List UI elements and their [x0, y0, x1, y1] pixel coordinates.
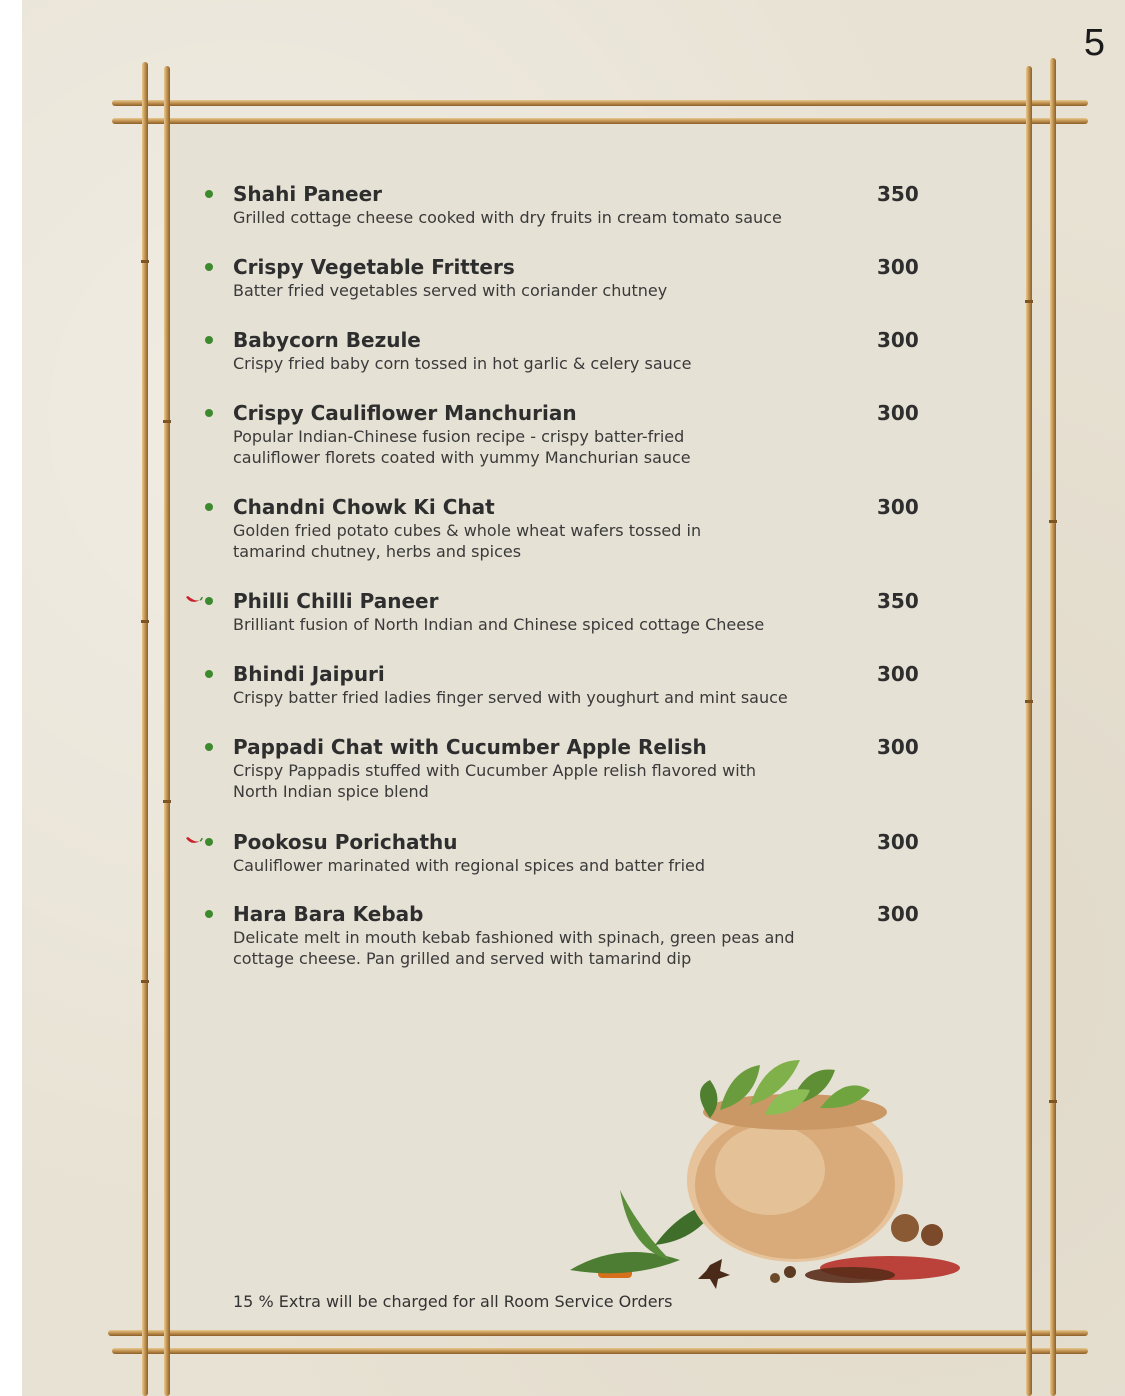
veg-dot-icon [205, 838, 213, 846]
veg-dot-icon [205, 336, 213, 344]
item-description: Grilled cottage cheese cooked with dry fruits in cream tomato sauce [233, 208, 782, 227]
item-name: Pappadi Chat with Cucumber Apple Relish [233, 735, 707, 759]
item-price: 300 [877, 662, 919, 686]
item-price: 300 [877, 735, 919, 759]
bamboo-left-2 [164, 66, 170, 1396]
item-description: Batter fried vegetables served with coriander chutney [233, 281, 668, 300]
menu-item [233, 661, 933, 708]
bamboo-top-1 [112, 100, 1088, 106]
item-name: Crispy Vegetable Fritters [233, 255, 515, 279]
veg-dot-icon [205, 503, 213, 511]
menu-item [233, 901, 933, 969]
item-description: Popular Indian-Chinese fusion recipe - crispy batter-fried cauliflower florets coated with yummy Manchurian sauce [233, 427, 691, 467]
left-margin [0, 0, 22, 1396]
item-description: Delicate melt in mouth kebab fashioned with spinach, green peas and cottage cheese. Pan grilled and served with tamarind dip [233, 928, 795, 968]
bamboo-node [1025, 300, 1033, 303]
bamboo-top-2 [112, 118, 1088, 124]
bamboo-right-1 [1026, 66, 1032, 1396]
menu-item [233, 588, 933, 635]
item-name: Hara Bara Kebab [233, 902, 424, 926]
item-price: 300 [877, 902, 919, 926]
veg-dot-icon [205, 910, 213, 918]
footer-note: 15 % Extra will be charged for all Room Service Orders [233, 1292, 673, 1311]
bamboo-node [141, 260, 149, 263]
page-number: 5 [1083, 22, 1105, 64]
bamboo-bottom-1 [108, 1330, 1088, 1336]
menu-item [233, 734, 933, 802]
item-description: Brilliant fusion of North Indian and Chinese spiced cottage Cheese [233, 615, 765, 634]
bamboo-node [1025, 700, 1033, 703]
item-name: Crispy Cauliflower Manchurian [233, 401, 577, 425]
bamboo-node [1049, 1100, 1057, 1103]
menu-item [233, 400, 933, 468]
bamboo-node [141, 980, 149, 983]
chilli-icon [185, 594, 203, 606]
item-price: 300 [877, 830, 919, 854]
item-description: Crispy batter fried ladies finger served with youghurt and mint sauce [233, 688, 788, 707]
bamboo-node [141, 620, 149, 623]
bamboo-node [163, 800, 171, 803]
veg-dot-icon [205, 670, 213, 678]
chilli-icon [185, 835, 203, 847]
item-description: Crispy Pappadis stuffed with Cucumber Apple relish flavored with North Indian spice blend [233, 761, 757, 801]
veg-dot-icon [205, 190, 213, 198]
item-description: Crispy fried baby corn tossed in hot garlic & celery sauce [233, 354, 692, 373]
item-description: Golden fried potato cubes & whole wheat wafers tossed in tamarind chutney, herbs and spices [233, 521, 702, 561]
item-name: Philli Chilli Paneer [233, 589, 439, 613]
bamboo-node [1049, 520, 1057, 523]
veg-dot-icon [205, 409, 213, 417]
bamboo-right-2 [1050, 58, 1056, 1396]
bamboo-node [163, 420, 171, 423]
item-price: 350 [877, 182, 919, 206]
item-name: Shahi Paneer [233, 182, 383, 206]
item-price: 300 [877, 495, 919, 519]
item-price: 300 [877, 401, 919, 425]
item-name: Chandni Chowk Ki Chat [233, 495, 495, 519]
item-price: 350 [877, 589, 919, 613]
bamboo-bottom-2 [112, 1348, 1088, 1354]
menu-item [233, 181, 933, 228]
menu-item [233, 254, 933, 301]
veg-dot-icon [205, 263, 213, 271]
menu-item [233, 829, 933, 876]
item-description: Cauliflower marinated with regional spices and batter fried [233, 856, 706, 875]
item-name: Pookosu Porichathu [233, 830, 458, 854]
menu-item [233, 327, 933, 374]
menu-item [233, 494, 933, 562]
herb-bowl-illustration [560, 1060, 980, 1300]
item-name: Bhindi Jaipuri [233, 662, 385, 686]
item-name: Babycorn Bezule [233, 328, 421, 352]
item-price: 300 [877, 255, 919, 279]
veg-dot-icon [205, 597, 213, 605]
item-price: 300 [877, 328, 919, 352]
veg-dot-icon [205, 743, 213, 751]
